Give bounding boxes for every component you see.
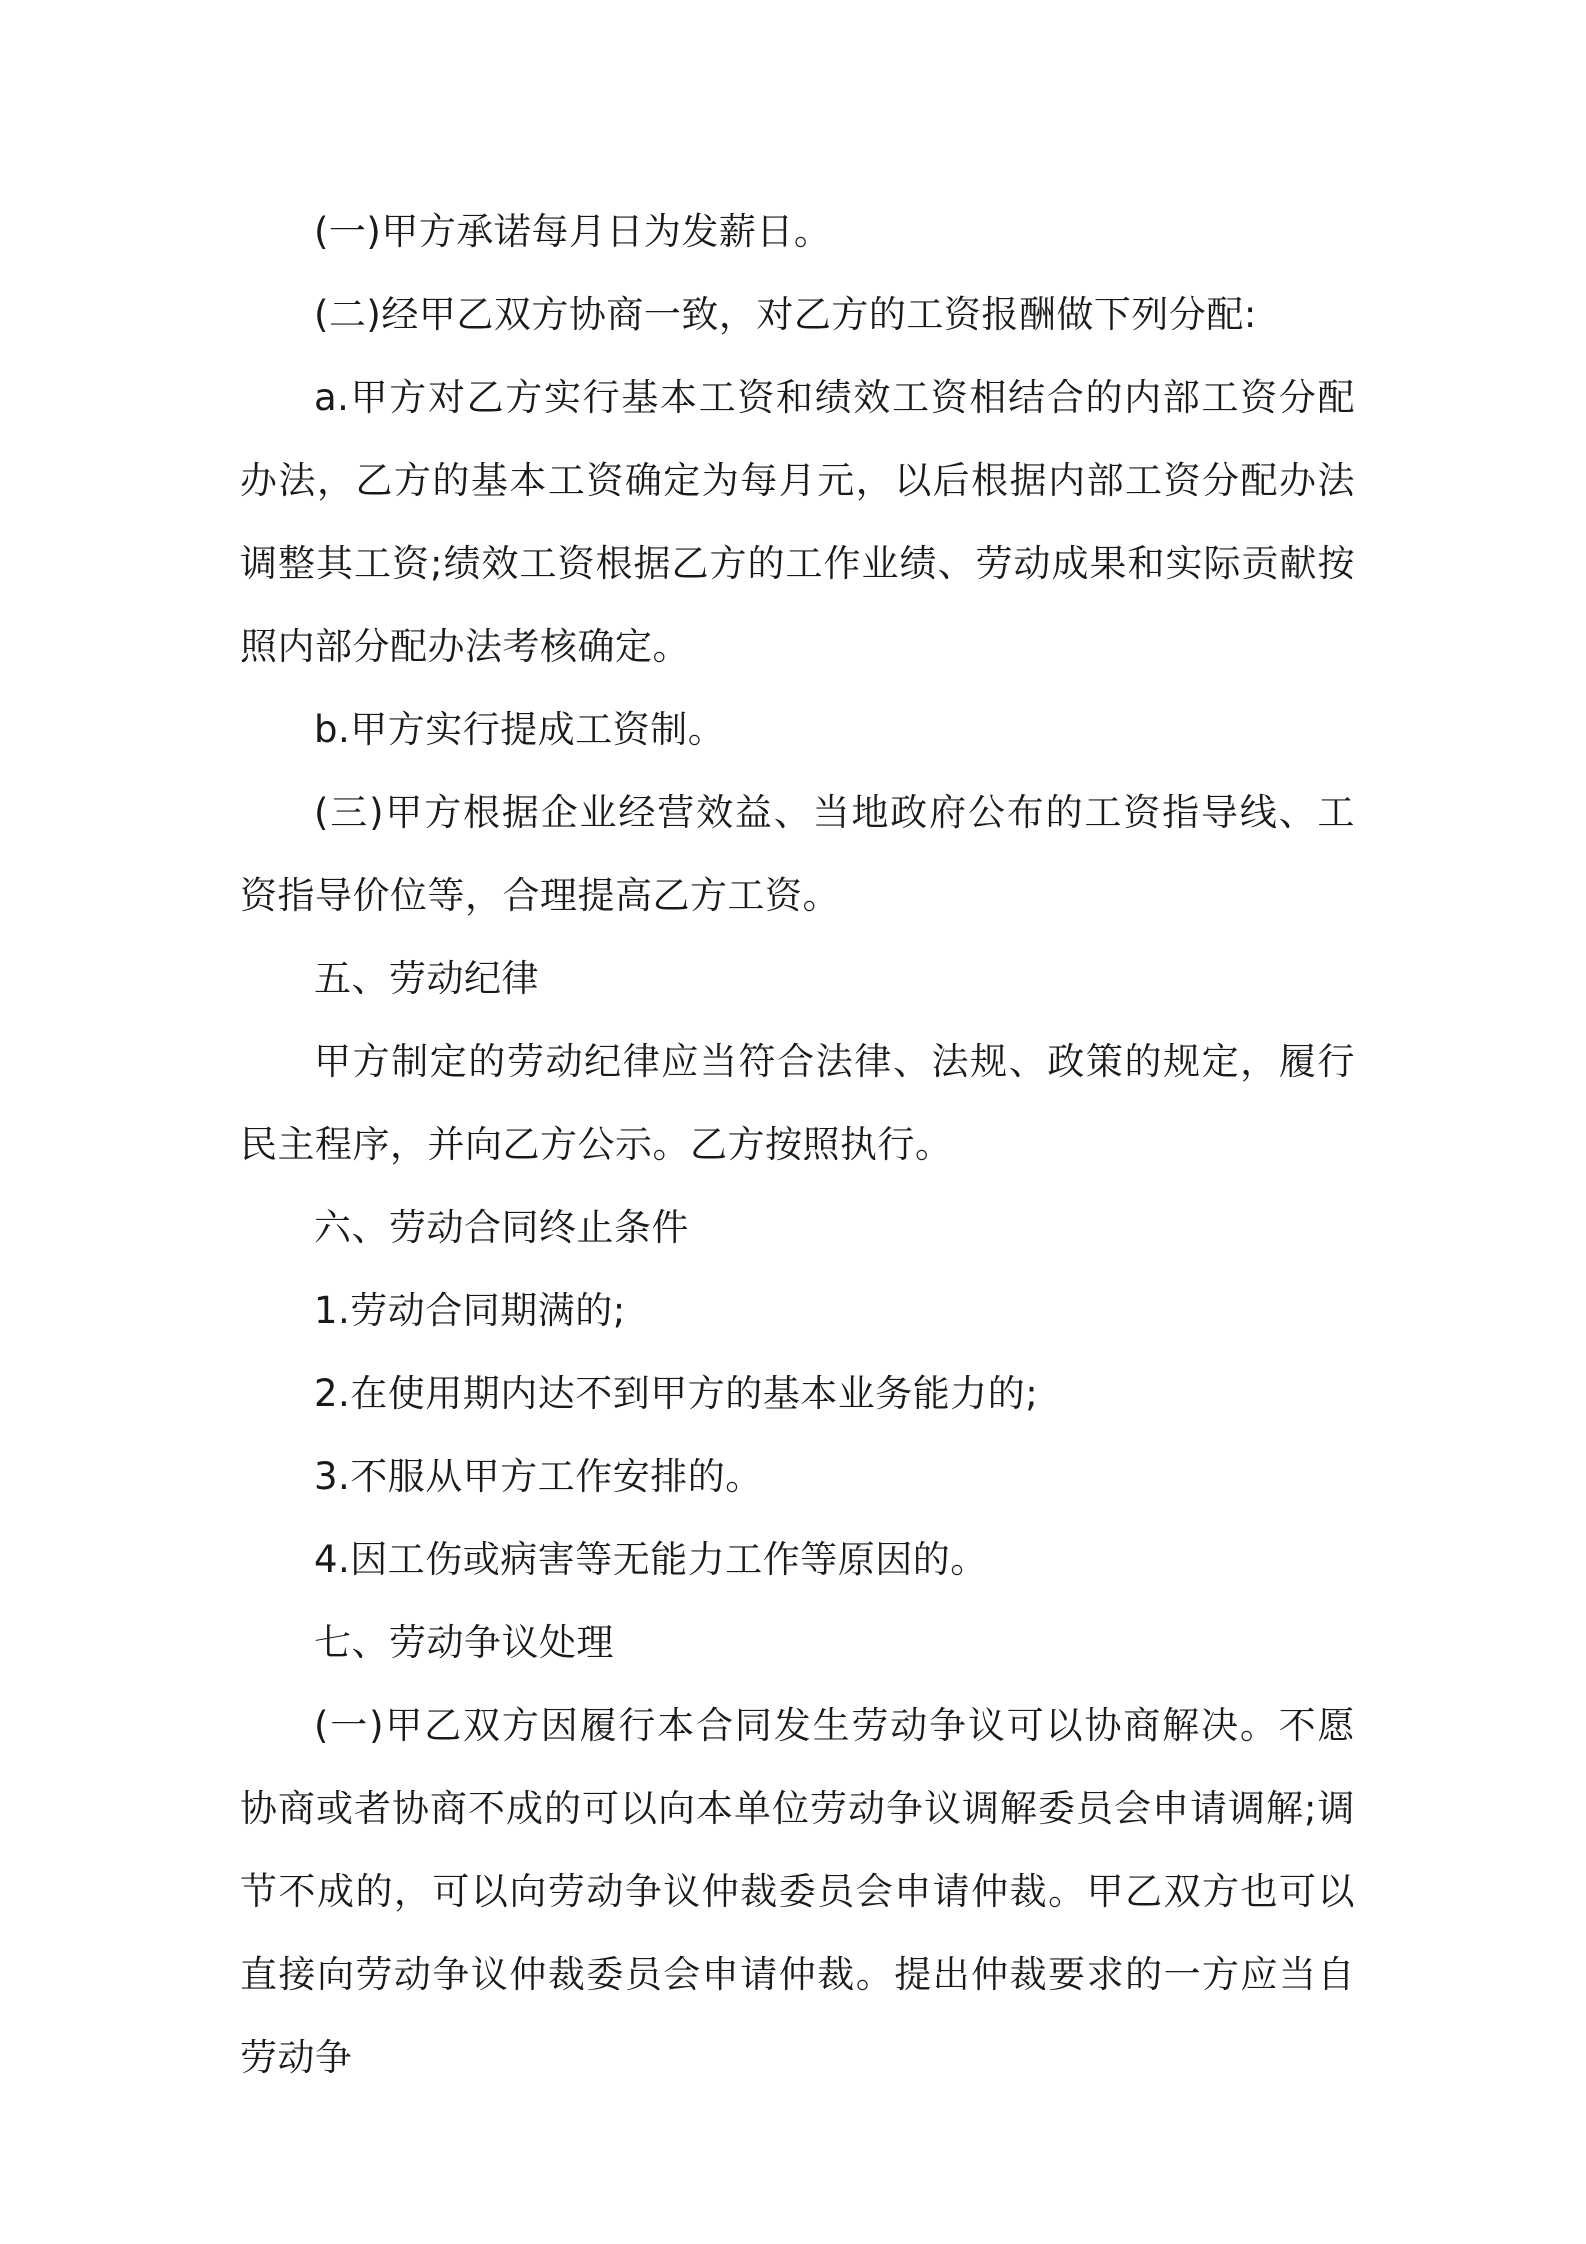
section-heading-labor-discipline: 五、劳动纪律 xyxy=(314,957,539,1000)
list-item-termination-4: 4.因工伤或病害等无能力工作等原因的。 xyxy=(314,1538,988,1581)
paragraph-commission-salary: b.甲方实行提成工资制。 xyxy=(314,708,726,751)
paragraph-dispute-handling: (一)甲乙双方因履行本合同发生劳动争议可以协商解决。不愿协商或者协商不成的可以向本单位劳动争议调解委员会申请调解;调节不成的，可以向劳动争议仲裁委员会申请仲裁。甲乙双方也可以直接向劳动争议仲裁委员会申请仲裁。提出仲裁要求的一方应当自劳动争 xyxy=(240,1704,1355,2079)
paragraph-labor-discipline: 甲方制定的劳动纪律应当符合法律、法规、政策的规定，履行民主程序，并向乙方公示。乙方按照执行。 xyxy=(240,1040,1355,1166)
document-body xyxy=(240,190,1355,2099)
paragraph-payday: (一)甲方承诺每月日为发薪日。 xyxy=(314,210,832,253)
list-item-termination-2: 2.在使用期内达不到甲方的基本业务能力的; xyxy=(314,1372,1039,1415)
paragraph-basic-performance-salary: a.甲方对乙方实行基本工资和绩效工资相结合的内部工资分配办法，乙方的基本工资确定为每月元，以后根据内部工资分配办法调整其工资;绩效工资根据乙方的工作业绩、劳动成果和实际贡献按照内部分配办法考核确定。 xyxy=(240,376,1355,668)
section-heading-termination-conditions: 六、劳动合同终止条件 xyxy=(314,1206,689,1249)
list-item-termination-3: 3.不服从甲方工作安排的。 xyxy=(314,1455,763,1498)
paragraph-salary-increase: (三)甲方根据企业经营效益、当地政府公布的工资指导线、工资指导价位等，合理提高乙方工资。 xyxy=(240,791,1355,917)
paragraph-salary-distribution: (二)经甲乙双方协商一致，对乙方的工资报酬做下列分配: xyxy=(314,293,1257,336)
list-item-termination-1: 1.劳动合同期满的; xyxy=(314,1289,626,1332)
section-heading-dispute-handling: 七、劳动争议处理 xyxy=(314,1621,614,1664)
